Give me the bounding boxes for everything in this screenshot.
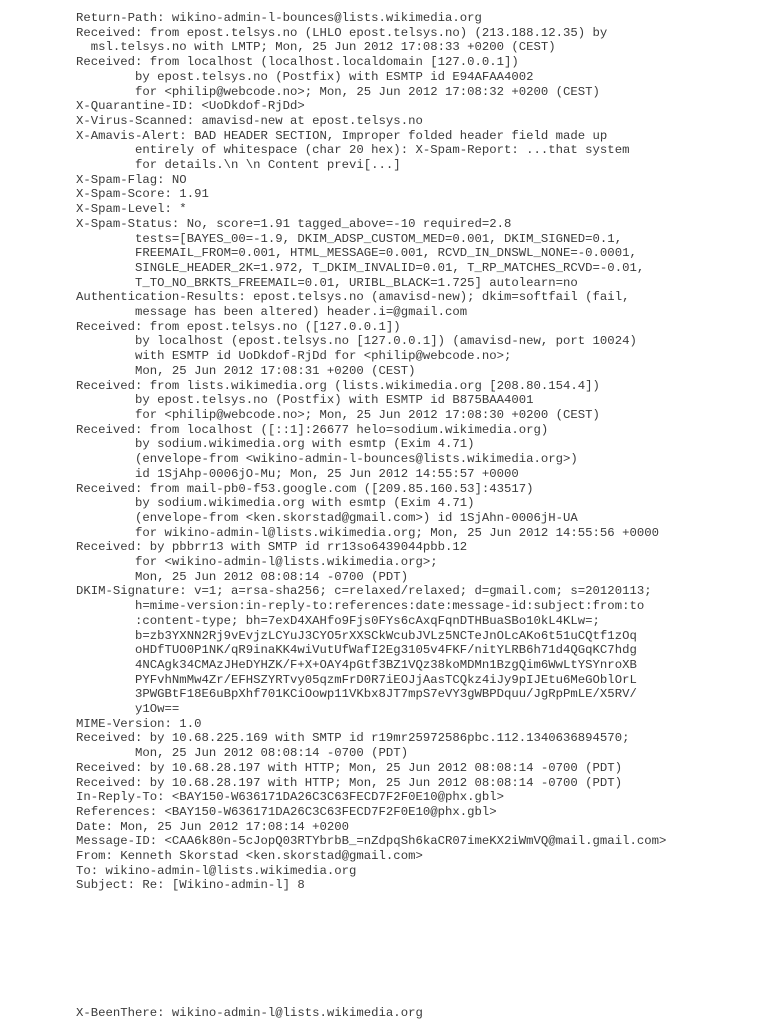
header-line: msl.telsys.no with LMTP; Mon, 25 Jun 2012 17:08:33 +0200 (CEST) xyxy=(76,40,556,55)
header-line: b=zb3YXNN2Rj9vEvjzLCYuJ3CYO5rXXSCkWcubJVLz5NCTeJnOLcAKo6t51uCQtf1zOq xyxy=(76,628,637,643)
header-line: oHDfTUO0P1NK/qR9inaKK4wiVutUfWafI2Eg3105v4FKF/nitYLRB6h71d4QGqKC7hdg xyxy=(76,643,637,658)
header-line: Received: from mail-pb0-f53.google.com ([209.85.160.53]:43517) xyxy=(76,481,534,496)
header-line: message has been altered) header.i=@gmail.com xyxy=(76,305,468,320)
header-line: In-Reply-To: <BAY150-W636171DA26C3C63FECD7F2F0E10@phx.gbl> xyxy=(76,790,505,805)
header-line: with ESMTP id UoDkdof-RjDd for <philip@webcode.no>; xyxy=(76,349,512,364)
header-line: Received: from localhost (localhost.localdomain [127.0.0.1]) xyxy=(76,55,519,70)
header-line: T_TO_NO_BRKTS_FREEMAIL=0.01, URIBL_BLACK=1.725] autolearn=no xyxy=(76,275,578,290)
header-line: by localhost (epost.telsys.no [127.0.0.1]) (amavisd-new, port 10024) xyxy=(76,334,637,349)
header-line: X-Amavis-Alert: BAD HEADER SECTION, Improper folded header field made up xyxy=(76,128,608,143)
header-line: Received: by 10.68.225.169 with SMTP id r19mr25972586pbc.112.1340636894570; xyxy=(76,731,630,746)
header-line: To: wikino-admin-l@lists.wikimedia.org xyxy=(76,863,357,878)
header-line: for details.\n \n Content previ[...] xyxy=(76,158,401,173)
header-line: for <philip@webcode.no>; Mon, 25 Jun 2012 17:08:32 +0200 (CEST) xyxy=(76,84,600,99)
header-line: MIME-Version: 1.0 xyxy=(76,716,202,731)
header-line: y1Ow== xyxy=(76,702,180,717)
header-line: Message-ID: <CAA6k80n-5cJopQ03RTYbrbB_=nZdpqSh6kaCR07imeKX2iWmVQ@mail.gmail.com> xyxy=(76,834,667,849)
header-line: Subject: Re: [Wikino-admin-l] 8 xyxy=(76,878,305,893)
header-line: PYFvhNmMw4Zr/EFHSZYRTvy05qzmFrD0R7iEOJjAasTCQkz4iJy9pIJEtu6MeGOblOrL xyxy=(76,672,637,687)
header-line: SINGLE_HEADER_2K=1.972, T_DKIM_INVALID=0.01, T_RP_MATCHES_RCVD=-0.01, xyxy=(76,260,645,275)
header-line: :content-type; bh=7exD4XAHfo9Fjs0FYs6cAxqFqnDTHBuaSBo10kL4KLw=; xyxy=(76,613,600,628)
header-line: by epost.telsys.no (Postfix) with ESMTP id B875BAA4001 xyxy=(76,393,534,408)
header-line: 3PWGBtF18E6uBpXhf701KCiOowp11VKbx8JT7mpS7eVY3gWBPDquu/JgRpPmLE/X5RV/ xyxy=(76,687,637,702)
header-line: X-Spam-Level: * xyxy=(76,202,187,217)
header-line: X-Spam-Flag: NO xyxy=(76,172,187,187)
header-line: id 1SjAhp-0006jO-Mu; Mon, 25 Jun 2012 14:55:57 +0000 xyxy=(76,466,519,481)
header-line: X-Quarantine-ID: <UoDkdof-RjDd> xyxy=(76,99,305,114)
header-line: (envelope-from <ken.skorstad@gmail.com>) id 1SjAhn-0006jH-UA xyxy=(76,510,578,525)
header-line: DKIM-Signature: v=1; a=rsa-sha256; c=relaxed/relaxed; d=gmail.com; s=20120113; xyxy=(76,584,652,599)
header-line: Date: Mon, 25 Jun 2012 17:08:14 +0200 xyxy=(76,819,350,834)
header-line: by sodium.wikimedia.org with esmtp (Exim 4.71) xyxy=(76,496,475,511)
header-line: FREEMAIL_FROM=0.001, HTML_MESSAGE=0.001, RCVD_IN_DNSWL_NONE=-0.0001, xyxy=(76,246,637,261)
header-line: for wikino-admin-l@lists.wikimedia.org; Mon, 25 Jun 2012 14:55:56 +0000 xyxy=(76,525,659,540)
header-line: Mon, 25 Jun 2012 08:08:14 -0700 (PDT) xyxy=(76,569,409,584)
header-line: X-Virus-Scanned: amavisd-new at epost.telsys.no xyxy=(76,113,423,128)
header-line: Received: from lists.wikimedia.org (lists.wikimedia.org [208.80.154.4]) xyxy=(76,378,600,393)
email-headers xyxy=(76,11,666,893)
header-line: for <wikino-admin-l@lists.wikimedia.org>; xyxy=(76,555,438,570)
header-line: tests=[BAYES_00=-1.9, DKIM_ADSP_CUSTOM_MED=0.001, DKIM_SIGNED=0.1, xyxy=(76,231,623,246)
header-line: X-Spam-Score: 1.91 xyxy=(76,187,209,202)
header-line: Received: from epost.telsys.no (LHLO epost.telsys.no) (213.188.12.35) by xyxy=(76,25,608,40)
header-line: Authentication-Results: epost.telsys.no (amavisd-new); dkim=softfail (fail, xyxy=(76,290,630,305)
header-line: entirely of whitespace (char 20 hex): X-Spam-Report: ...that system xyxy=(76,143,630,158)
header-line: Received: from localhost ([::1]:26677 helo=sodium.wikimedia.org) xyxy=(76,422,549,437)
header-line: 4NCAgk34CMAzJHeDYHZK/F+X+OAY4pGtf3BZ1VQz38koMDMn1BzgQim6WwLtYSYnroXB xyxy=(76,657,637,672)
header-line: Received: by 10.68.28.197 with HTTP; Mon, 25 Jun 2012 08:08:14 -0700 (PDT) xyxy=(76,760,623,775)
header-line: References: <BAY150-W636171DA26C3C63FECD7F2F0E10@phx.gbl> xyxy=(76,804,497,819)
footer-header-line: X-BeenThere: wikino-admin-l@lists.wikimedia.org xyxy=(76,1006,423,1020)
header-line: h=mime-version:in-reply-to:references:date:message-id:subject:from:to xyxy=(76,599,645,614)
header-line: by sodium.wikimedia.org with esmtp (Exim 4.71) xyxy=(76,437,475,452)
header-line: Received: by 10.68.28.197 with HTTP; Mon, 25 Jun 2012 08:08:14 -0700 (PDT) xyxy=(76,775,623,790)
header-line: Mon, 25 Jun 2012 08:08:14 -0700 (PDT) xyxy=(76,746,409,761)
header-line: (envelope-from <wikino-admin-l-bounces@lists.wikimedia.org>) xyxy=(76,452,578,467)
header-line: for <philip@webcode.no>; Mon, 25 Jun 2012 17:08:30 +0200 (CEST) xyxy=(76,407,600,422)
header-line: Received: by pbbrr13 with SMTP id rr13so6439044pbb.12 xyxy=(76,540,468,555)
header-line: Mon, 25 Jun 2012 17:08:31 +0200 (CEST) xyxy=(76,363,416,378)
header-line: Return-Path: wikino-admin-l-bounces@lists.wikimedia.org xyxy=(76,11,482,25)
header-line: X-Spam-Status: No, score=1.91 tagged_above=-10 required=2.8 xyxy=(76,216,512,231)
header-line: Received: from epost.telsys.no ([127.0.0.1]) xyxy=(76,319,401,334)
header-line: From: Kenneth Skorstad <ken.skorstad@gmail.com> xyxy=(76,849,423,864)
header-line: by epost.telsys.no (Postfix) with ESMTP id E94AFAA4002 xyxy=(76,69,534,84)
